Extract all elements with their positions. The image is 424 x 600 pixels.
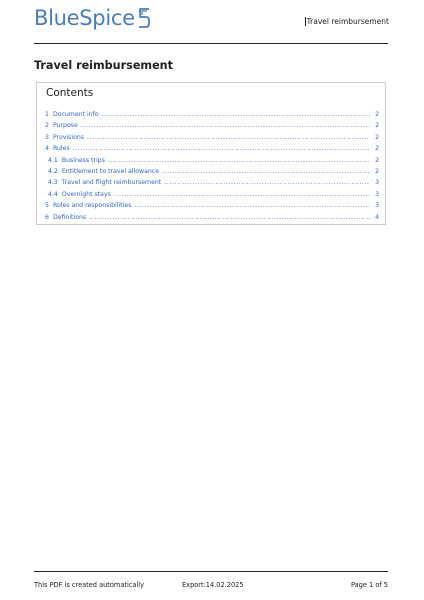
toc-list (45, 111, 379, 225)
logo-number-five-icon (137, 7, 151, 29)
text-cursor-icon (305, 17, 306, 26)
toc-entry[interactable] (45, 157, 379, 168)
toc-entry[interactable] (45, 122, 379, 133)
toc-entry-label: Rules (52, 145, 70, 153)
toc-entry-number: 4.3 (48, 179, 58, 187)
toc-entry[interactable] (45, 202, 379, 213)
toc-entry[interactable] (45, 168, 379, 179)
toc-entry-page: 2 (375, 145, 379, 153)
toc-entry-label: Overnight stays (61, 190, 111, 198)
logo-text: BlueSpice (34, 6, 135, 30)
toc-entry[interactable] (45, 179, 379, 190)
toc-entry-number: 4.2 (48, 167, 58, 175)
toc-entry-page: 3 (375, 202, 379, 210)
toc-entry-page: 2 (375, 133, 379, 141)
toc-entry-page: 2 (375, 156, 379, 164)
toc-dot-leader (162, 168, 370, 175)
toc-dot-leader (87, 134, 370, 141)
toc-entry[interactable] (45, 134, 379, 145)
toc-dot-leader (114, 191, 370, 198)
footer-page-number: Page 1 of 5 (351, 581, 388, 589)
toc-entry[interactable] (45, 191, 379, 202)
toc-dot-leader (89, 214, 370, 221)
toc-dot-leader (102, 111, 370, 118)
toc-entry[interactable] (45, 145, 379, 156)
toc-entry-label: Roles and responsibilities (52, 202, 132, 210)
toc-dot-leader (164, 179, 370, 186)
toc-entry-page: 3 (375, 179, 379, 187)
toc-entry-label: Travel and flight reimbursement (61, 179, 162, 187)
toc-entry-page: 2 (375, 122, 379, 130)
toc-dot-leader (81, 122, 370, 129)
toc-dot-leader (108, 157, 370, 164)
toc-entry[interactable] (45, 111, 379, 122)
toc-entry-label: Purpose (52, 122, 78, 130)
toc-title: Contents (46, 87, 94, 99)
toc-entry-page: 3 (375, 190, 379, 198)
page-title: Travel reimbursement (34, 59, 173, 72)
toc-entry-label: Entitlement to travel allowance (61, 167, 160, 175)
footer-divider (34, 571, 388, 572)
table-of-contents (36, 82, 386, 225)
toc-entry-page: 2 (375, 167, 379, 175)
toc-entry-label: Business trips (61, 156, 105, 164)
toc-entry-number: 4.4 (48, 190, 58, 198)
header-divider (34, 43, 388, 44)
toc-entry-number: 5 (45, 202, 49, 210)
toc-entry[interactable] (45, 214, 379, 225)
toc-entry-label: Provisions (52, 133, 85, 141)
toc-entry-number: 3 (45, 133, 49, 141)
toc-entry-label: Document info (52, 111, 99, 118)
toc-entry-number: 4 (45, 145, 49, 153)
toc-entry-number: 1 (45, 111, 49, 118)
toc-entry-number: 4.1 (48, 156, 58, 164)
toc-entry-page: 2 (375, 111, 379, 118)
header-document-title: Travel reimbursement (306, 17, 389, 26)
toc-entry-page: 4 (375, 213, 379, 221)
toc-dot-leader (134, 202, 370, 209)
footer-export-date: Export:14.02.2025 (182, 581, 244, 589)
toc-entry-number: 6 (45, 213, 49, 221)
toc-entry-label: Definitions (52, 213, 87, 221)
toc-entry-number: 2 (45, 122, 49, 130)
footer-generated-note: This PDF is created automatically (34, 581, 145, 589)
toc-dot-leader (73, 145, 370, 152)
bluespice-logo (34, 3, 151, 31)
